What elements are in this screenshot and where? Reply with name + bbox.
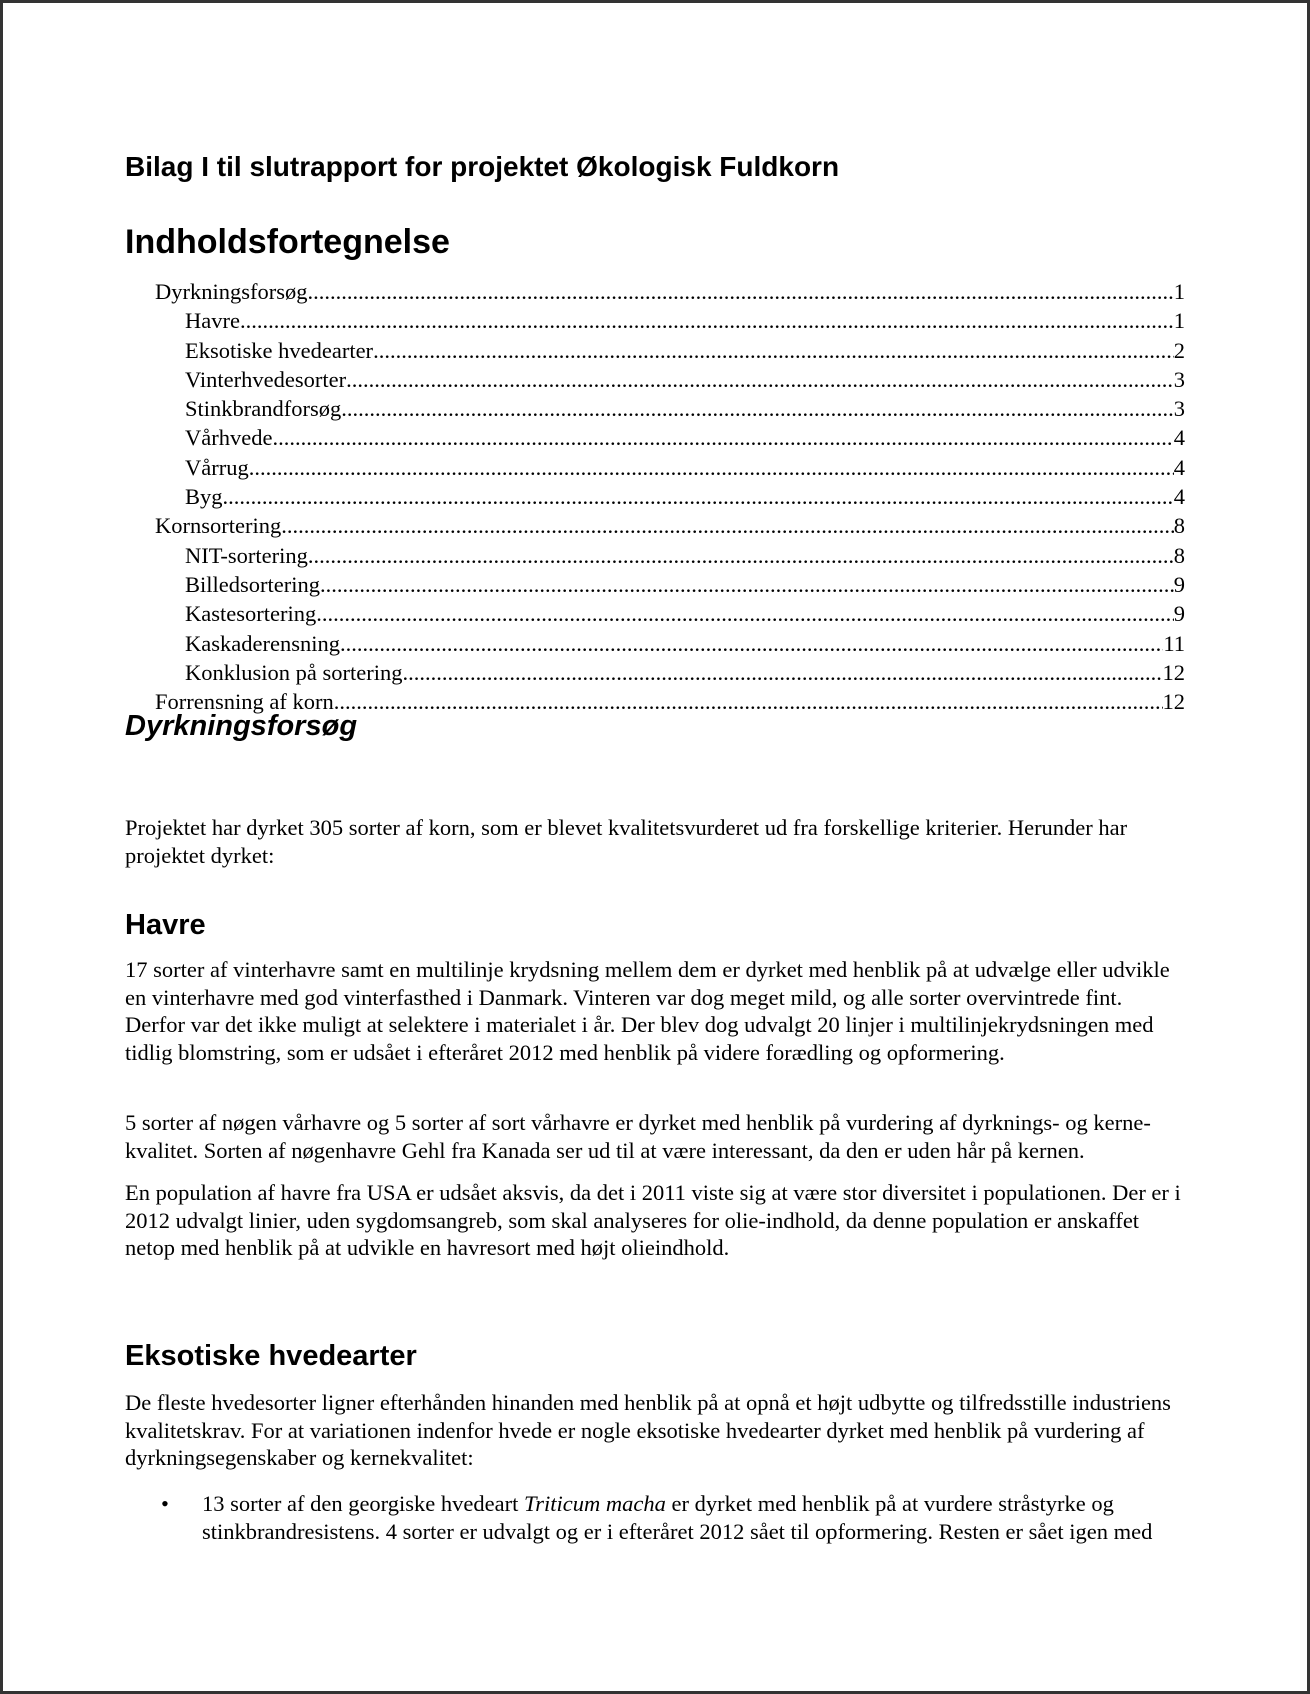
toc-entry[interactable] <box>125 570 1185 599</box>
toc-entry-title: Dyrkningsforsøg <box>155 279 308 304</box>
toc-entry[interactable] <box>125 482 1185 511</box>
eksotiske-paragraph: De fleste hvedesorter ligner efterhånden hinanden med henblik på at opnå et højt udbytte og tilfredsstille industriens kvalitetskrav. For at variationen indenfor hvede er nogle eksotiske hvedearter dyrket med henblik på vurdering af dyrkningsegenskaber og kernekvalitet: <box>125 1390 1171 1471</box>
toc-entry[interactable] <box>125 541 1185 570</box>
toc-entry-title: Konklusion på sortering <box>185 659 403 685</box>
toc-entry[interactable] <box>125 599 1185 628</box>
toc-entry[interactable] <box>125 365 1185 394</box>
toc-entry-title: Kaskaderensning <box>185 630 340 656</box>
toc-entry-page-number: 9 <box>1173 601 1185 627</box>
section-heading-havre: Havre <box>125 909 206 941</box>
toc-entry-page-number: 11 <box>1163 630 1185 656</box>
toc-dot-leader <box>373 336 1174 365</box>
toc-dot-leader <box>402 658 1162 687</box>
toc-dot-leader <box>308 277 1174 306</box>
toc-entry-title: NIT-sortering <box>185 542 308 568</box>
toc-entry-page-number: 4 <box>1173 425 1185 451</box>
table-of-contents <box>125 277 1185 716</box>
havre-paragraph-2: 5 sorter af nøgen vårhavre og 5 sorter af sort vårhavre er dyrket med henblik på vurdering af dyrknings- og kerne-kvalitet. Sorten af nøgenhavre Gehl fra Kanada ser ud til at være interessant, da den er uden hår på kernen. <box>125 1110 1151 1163</box>
toc-entry-title: Vårhvede <box>185 425 273 451</box>
toc-entry-page-number: 3 <box>1173 396 1185 422</box>
toc-entry-title: Forrensning af korn <box>155 689 334 715</box>
toc-dot-leader <box>334 687 1163 716</box>
bullet-text-end: er dyrket med henblik på at vurdere stråstyrke og stinkbrandresistens. 4 sorter er udvalgt og er i efteråret 2012 sået til opformering. Resten er sået igen med <box>202 1491 1153 1544</box>
toc-entry[interactable] <box>125 629 1185 658</box>
toc-dot-leader <box>281 511 1174 540</box>
bullet-icon: • <box>161 1491 169 1516</box>
toc-entry-title: Havre <box>185 308 240 334</box>
toc-entry[interactable] <box>125 394 1185 423</box>
toc-entry-title: Billedsortering <box>185 571 320 597</box>
toc-entry-page-number: 4 <box>1173 454 1185 480</box>
species-name: Triticum macha <box>523 1491 666 1516</box>
toc-entry-title: Kornsortering <box>155 513 282 539</box>
toc-dot-leader <box>346 365 1174 394</box>
toc-entry-title: Byg <box>185 484 223 510</box>
eksotiske-bullet-list <box>125 1490 1185 1545</box>
toc-entry-title: Vinterhvedesorter <box>185 366 347 392</box>
toc-dot-leader <box>240 306 1174 335</box>
toc-entry[interactable] <box>125 423 1185 452</box>
toc-entry-page-number: 8 <box>1173 542 1185 568</box>
toc-dot-leader <box>340 629 1163 658</box>
toc-entry-page-number: 9 <box>1173 571 1185 597</box>
toc-entry-page-number: 12 <box>1162 689 1185 715</box>
toc-heading: Indholdsfortegnelse <box>125 223 450 261</box>
toc-dot-leader <box>223 482 1174 511</box>
toc-entry-page-number: 8 <box>1173 513 1185 539</box>
toc-entry-page-number: 1 <box>1173 279 1185 304</box>
toc-dot-leader <box>249 453 1174 482</box>
toc-entry[interactable] <box>125 658 1185 687</box>
toc-entry-page-number: 2 <box>1173 337 1185 363</box>
document-title: Bilag I til slutrapport for projektet Økologisk Fuldkorn <box>125 151 840 182</box>
toc-entry[interactable] <box>125 306 1185 335</box>
toc-entry-title: Vårrug <box>185 454 249 480</box>
dyrkningsforsog-paragraph: Projektet har dyrket 305 sorter af korn, som er blevet kvalitetsvurderet ud fra forskellige kriterier. Herunder har projektet dyrket: <box>125 815 1128 868</box>
bullet-text-start: 13 sorter af den georgiske hvedeart <box>202 1491 524 1516</box>
toc-entry-page-number: 12 <box>1162 659 1185 685</box>
toc-entry-title: Eksotiske hvedearter <box>185 337 374 363</box>
section-heading-dyrkningsforsog: Dyrkningsforsøg <box>125 710 358 742</box>
toc-entry[interactable] <box>125 336 1185 365</box>
havre-paragraph-1: 17 sorter af vinterhavre samt en multilinje krydsning mellem dem er dyrket med henblik på at udvælge eller udvikle en vinterhavre med god vinterfasthed i Danmark. Vinteren var dog meget mild, og alle sorter overvintrede fint. Derfor var det ikke muligt at selektere i materialet i år. Der blev dog udvalgt 20 linjer i multilinjekrydsningen med tidlig blomstring, som er udsået i efteråret 2012 med henblik på videre forædling og opformering. <box>125 957 1170 1066</box>
toc-entry[interactable] <box>125 277 1185 306</box>
toc-entry-page-number: 4 <box>1173 484 1185 510</box>
toc-entry-title: Stinkbrandforsøg <box>185 396 342 422</box>
havre-paragraph-3: En population af havre fra USA er udsået aksvis, da det i 2011 viste sig at være stor diversitet i populationen. Der er i 2012 udvalgt linier, uden sygdomsangreb, som skal analyseres for olie-indhold, da denne population er anskaffet netop med henblik på at udvikle en havresort med højt olieindhold. <box>125 1180 1181 1261</box>
toc-dot-leader <box>272 423 1173 452</box>
toc-dot-leader <box>308 541 1174 570</box>
toc-entry[interactable] <box>125 453 1185 482</box>
list-item <box>125 1490 1185 1545</box>
toc-entry-title: Kastesortering <box>185 601 317 627</box>
toc-entry-page-number: 1 <box>1173 308 1185 334</box>
toc-entry[interactable] <box>125 511 1185 540</box>
section-heading-eksotiske-hvedearter: Eksotiske hvedearter <box>125 1340 417 1372</box>
toc-dot-leader <box>341 394 1174 423</box>
toc-dot-leader <box>316 599 1174 628</box>
toc-entry-page-number: 3 <box>1173 366 1185 392</box>
toc-dot-leader <box>320 570 1174 599</box>
